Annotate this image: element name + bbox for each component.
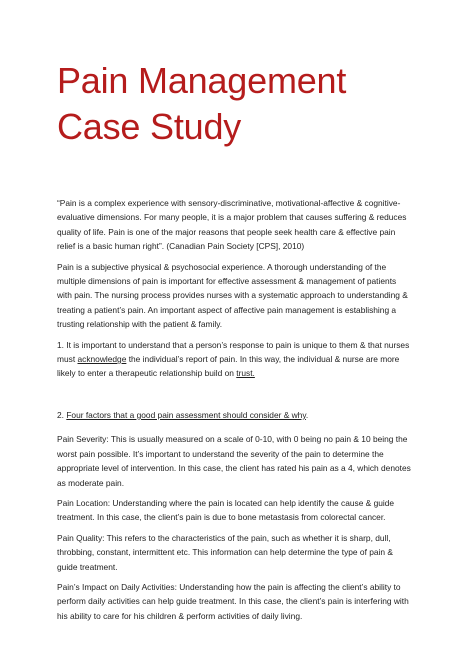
point-2-number: 2.: [57, 409, 67, 420]
pain-quality-paragraph: Pain Quality: This refers to the characteristics of the pain, such as whether it is sharp, dull, throbbing, constant, intermittent etc. This information can help determine the type of pain & guide treatment.: [57, 532, 393, 572]
pain-severity-paragraph: Pain Severity: This is usually measured on a scale of 0-10, with 0 being no pain & 10 being the worst pain possible. It’s important to understand the severity of the pain to determine the appropriate level of intervention. In this case, the client has rated his pain as a 4, which denotes as moderate pain.: [57, 434, 411, 488]
trust-underlined: trust.: [236, 368, 255, 379]
pain-impact-paragraph: Pain’s Impact on Daily Activities: Understanding how the pain is affecting the client’s ability to perform daily activities can help guide treatment. In this case, the client’s pain is interfering with his ability to care for his children & perform activities of daily living.: [57, 581, 409, 621]
title-line-1: Pain Management: [57, 60, 347, 101]
acknowledge-underlined: acknowledge: [77, 354, 127, 365]
point-2-heading: [57, 408, 412, 422]
point-2-heading-underlined: Four factors that a good pain assessment should consider & why: [66, 409, 306, 420]
point-2-period: .: [305, 409, 309, 420]
intro-paragraph: Pain is a subjective physical & psychosocial experience. A thorough understanding of the multiple dimensions of pain is important for effective assessment & management of patients with pain. The nursing process provides nurses with a systematic approach to understanding & treating a patient’s pain. An important aspect of affective pain management is establishing a trusting relationship with the patient & family.: [57, 261, 408, 330]
quote-paragraph: “Pain is a complex experience with sensory-discriminative, motivational-affective & cognitive-evaluative dimensions. For many people, it is a major problem that causes suffering & reduces quality of life. Pain is one of the major reasons that people seek health care & effective pain relief is a basic human right”. (Canadian Pain Society [CPS], 2010): [57, 198, 407, 252]
point-1-text-a: 1. It is important to understand that a person’s response to pain is unique to them & that nurses must: [57, 339, 410, 365]
point-1-paragraph: [57, 338, 412, 381]
page-title: [57, 58, 412, 150]
point-1-text-b: the individual’s report of pain. In this way, the individual & nurse are more likely to enter a therapeutic relationship build on: [57, 354, 400, 379]
title-line-2: Case Study: [57, 106, 242, 147]
pain-location-paragraph: Pain Location: Understanding where the pain is located can help identify the cause & guide treatment. In this case, the client’s pain is due to bone metastasis from colorectal cancer.: [57, 497, 395, 523]
document-body: [57, 196, 412, 623]
